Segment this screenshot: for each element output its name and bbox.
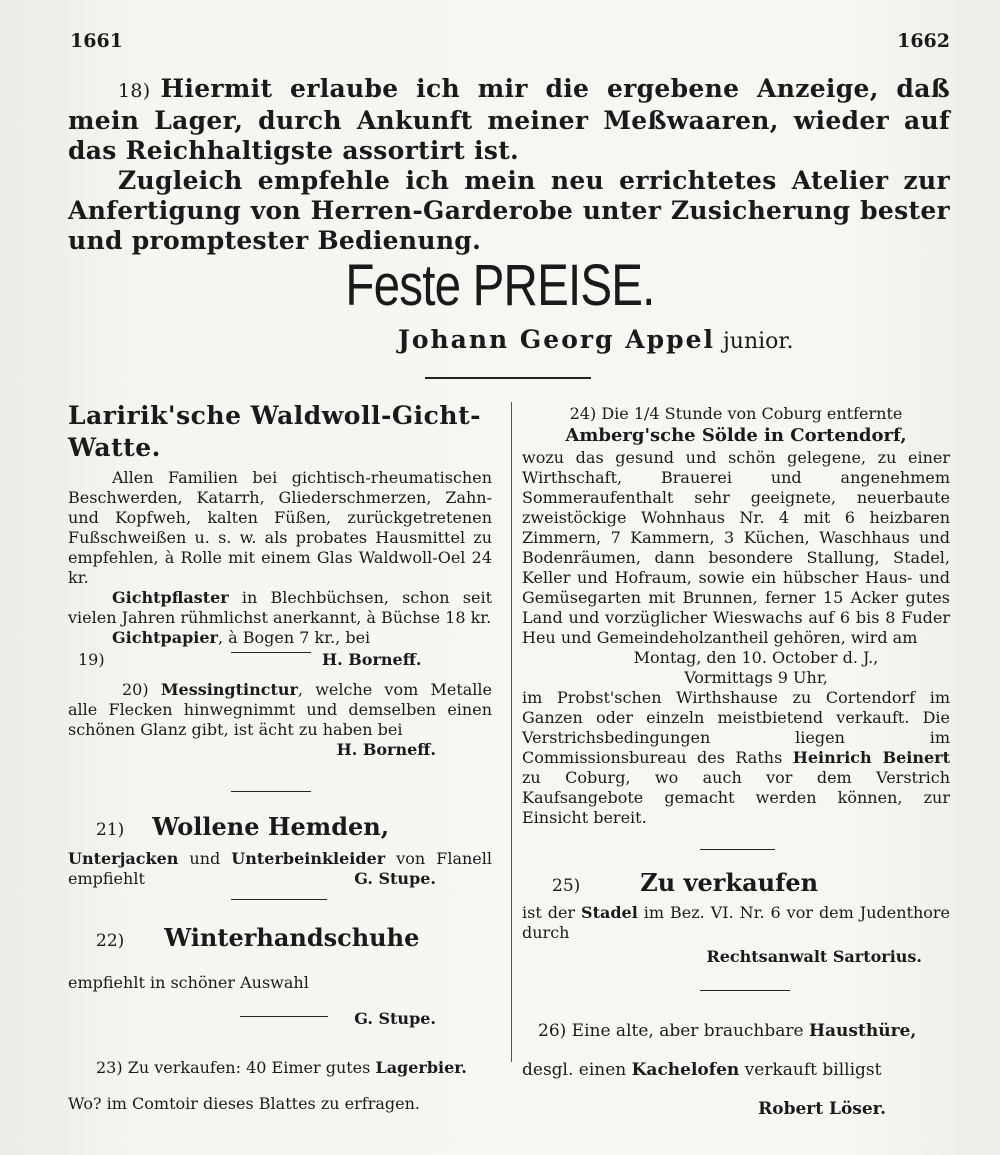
ad-21 — [68, 812, 492, 889]
ad-20-item: Messingtinctur — [160, 680, 298, 699]
ad-19-item-2: Gichtpflaster — [112, 588, 229, 607]
ad-24-intro: 24) Die 1/4 Stunde von Coburg entfernte — [569, 404, 903, 423]
ad-18-paragraph-2: Zugleich empfehle ich mein neu errichtetes Atelier zur Anfertigung von Herren-Garderobe unter Zusicherung bester und promptester Bedienung. — [68, 166, 950, 255]
ad-21-title: Wollene Hemden, — [152, 812, 390, 841]
ad-19-text-2 — [68, 588, 492, 628]
ad-26-item-1: Hausthüre, — [808, 1021, 917, 1041]
ad-26-text-3: verkauft billigst — [739, 1060, 882, 1080]
ad-26-signature: Robert Löser. — [758, 1099, 886, 1119]
ad-23-line-2: Wo? im Comtoir dieses Blattes zu erfragen. — [68, 1094, 420, 1113]
ad-21-item-2: Unterbeinkleider — [231, 849, 386, 868]
ad-21-number: 21) — [96, 820, 125, 840]
ad-24-date-2: Vormittags 9 Uhr, — [684, 668, 828, 687]
ad-18-text-1: Hiermit erlaube ich mir die ergebene Anzeige, daß mein Lager, durch Ankunft meiner Meßwaaren, wieder auf das Reichhaltigste assortirt ist. — [68, 74, 950, 165]
ad-26-footer — [522, 1098, 950, 1120]
ad-20 — [68, 680, 492, 760]
ad-19-signature: H. Borneff. — [322, 650, 422, 669]
ad-18-signature — [398, 325, 794, 354]
ad-26-line-2 — [522, 1059, 950, 1081]
ad-26 — [522, 1020, 950, 1120]
ad-18-headline: Feste PREISE. — [345, 253, 655, 318]
ad-26-item-2: Kachelofen — [631, 1060, 740, 1080]
ad-22-title: Winterhandschuhe — [164, 923, 420, 952]
ad-23-line-1 — [96, 1058, 492, 1078]
ad-22-text: empfiehlt in schöner Auswahl — [68, 973, 309, 992]
page-number-right: 1662 — [897, 30, 950, 52]
divider — [240, 1016, 328, 1017]
ad-25-number: 25) — [552, 876, 581, 896]
ad-19-text-1: Allen Familien bei gichtisch-rheumatischen Beschwerden, Katarrh, Gliederschmerzen, Zahn- und Kopfweh, kalten Füßen, zurückgetretenen Fußschweißen u. s. w. als probates Hausmittel zu empfehlen, à Rolle mit einem Glas Waldwoll-Oel 24 kr. — [68, 468, 492, 587]
ad-26-line-1 — [538, 1020, 950, 1042]
ad-19-item-3-text: , à Bogen 7 kr., bei — [217, 628, 371, 647]
ad-20-signature: H. Borneff. — [336, 740, 436, 759]
ad-23-text-1: Zu verkaufen: 40 Eimer gutes — [127, 1058, 376, 1077]
ad-25-footer — [522, 947, 950, 967]
ad-18-signature-name: Johann Georg Appel — [398, 325, 715, 354]
ad-18-number: 18) — [118, 80, 151, 102]
ad-18-paragraph-1 — [68, 74, 950, 166]
ad-26-number: 26) — [538, 1021, 567, 1041]
ad-19 — [68, 400, 492, 670]
ad-24-text-2d: zu Coburg, wo auch vor dem Verstrich Kaufsangebote gemacht werden können, zur Einsicht bereit. — [522, 768, 950, 827]
divider — [231, 652, 311, 653]
divider — [231, 899, 327, 900]
ad-22-header — [96, 922, 492, 957]
ad-19-item-2-text: in Blechbüchsen, schon seit vielen Jahren rühmlichst anerkannt, à Büchse 18 kr. — [68, 588, 492, 627]
divider — [700, 990, 790, 991]
ad-19-text-3 — [68, 628, 492, 648]
ad-20-number: 20) — [122, 680, 149, 699]
ad-24-text-1: wozu das gesund und schön gelegene, zu einer Wirthschaft, Brauerei und angenehmem Sommeraufenthalt sehr geeignete, neuerbaute zweistöckige Wohnhaus Nr. 4 mit 6 heizbaren Zimmern, 7 Kammern, 3 Küchen, Waschhaus und Bodenräumen, dann besondere Stallung, Stadel, Keller und Hofraum, sowie ein hübscher Haus- und Gemüsegarten mit Brunnen, ferner 15 Acker gutes Land und vorzüglicher Wieswachs auf 6 bis 8 Fuder Heu und Gemeindeholzantheil gehören, wird am — [522, 448, 950, 647]
ad-24-text-2b: Probst'schen — [556, 688, 662, 707]
ad-24-text-2c: Wirthshause zu Cortendorf im Ganzen oder einzeln meistbietend verkauft. Die Verstrichsbedingungen liegen im Commissionsbureau des Raths — [522, 688, 950, 767]
ad-24-place: Amberg'sche Sölde in Cortendorf, — [565, 425, 907, 446]
ad-24-name: Heinrich Beinert — [792, 748, 951, 767]
ad-25 — [522, 866, 950, 967]
ad-25-text — [522, 903, 950, 943]
ad-18-signature-suffix: junior. — [722, 329, 794, 354]
ad-25-title: Zu verkaufen — [640, 868, 819, 897]
ad-24-text-2 — [522, 688, 950, 828]
ad-23 — [68, 1042, 492, 1130]
ad-19-item-3: Gichtpapier — [112, 628, 218, 647]
ad-25-header — [552, 866, 950, 903]
ad-26-text-2: desgl. einen — [522, 1060, 632, 1080]
ad-24-date-1: Montag, den 10. October d. J., — [633, 648, 879, 667]
ad-22-footer — [68, 1009, 492, 1029]
ad-23-number: 23) — [96, 1058, 123, 1077]
ad-18 — [68, 74, 950, 256]
column-divider — [511, 402, 512, 1062]
ad-22-signature: G. Stupe. — [354, 1009, 436, 1028]
ad-20-footer — [68, 740, 492, 760]
ad-19-title: Laririk'sche Waldwoll-Gicht-Watte. — [68, 401, 481, 462]
ad-23-item: Lagerbier. — [375, 1058, 467, 1077]
ad-24-text-2a: im — [522, 688, 557, 707]
divider — [700, 849, 775, 850]
ad-22 — [68, 922, 492, 1029]
ad-21-body: von Flanell empfiehlt — [68, 849, 492, 888]
ad-25-item: Stadel — [581, 903, 638, 922]
ad-25-text-1: ist der — [522, 903, 582, 922]
ad-21-header — [96, 812, 492, 845]
page-number-left: 1661 — [70, 30, 123, 52]
ad-25-signature: Rechtsanwalt Sartorius. — [706, 947, 922, 966]
ad-20-text — [68, 680, 492, 740]
divider — [231, 791, 311, 792]
ad-25-text-2: im Bez. VI. Nr. 6 vor dem Judenthore durch — [522, 903, 950, 942]
ad-21-item-1: Unterjacken — [68, 849, 179, 868]
ad-22-number: 22) — [96, 931, 125, 951]
ad-24-place-line — [522, 424, 950, 448]
ad-26-text-1: Eine alte, aber brauchbare — [566, 1021, 809, 1041]
ad-20-body: , welche vom Metalle alle Flecken hinwegnimmt und demselben einen schönen Glanz gibt, ist ächt zu haben bei — [68, 680, 492, 739]
ad-24 — [522, 404, 950, 828]
divider — [425, 377, 591, 379]
ad-21-and: und — [178, 849, 232, 868]
ad-21-signature: G. Stupe. — [354, 869, 436, 888]
ad-19-footer — [78, 650, 492, 670]
ad-19-number: 19) — [78, 650, 105, 669]
